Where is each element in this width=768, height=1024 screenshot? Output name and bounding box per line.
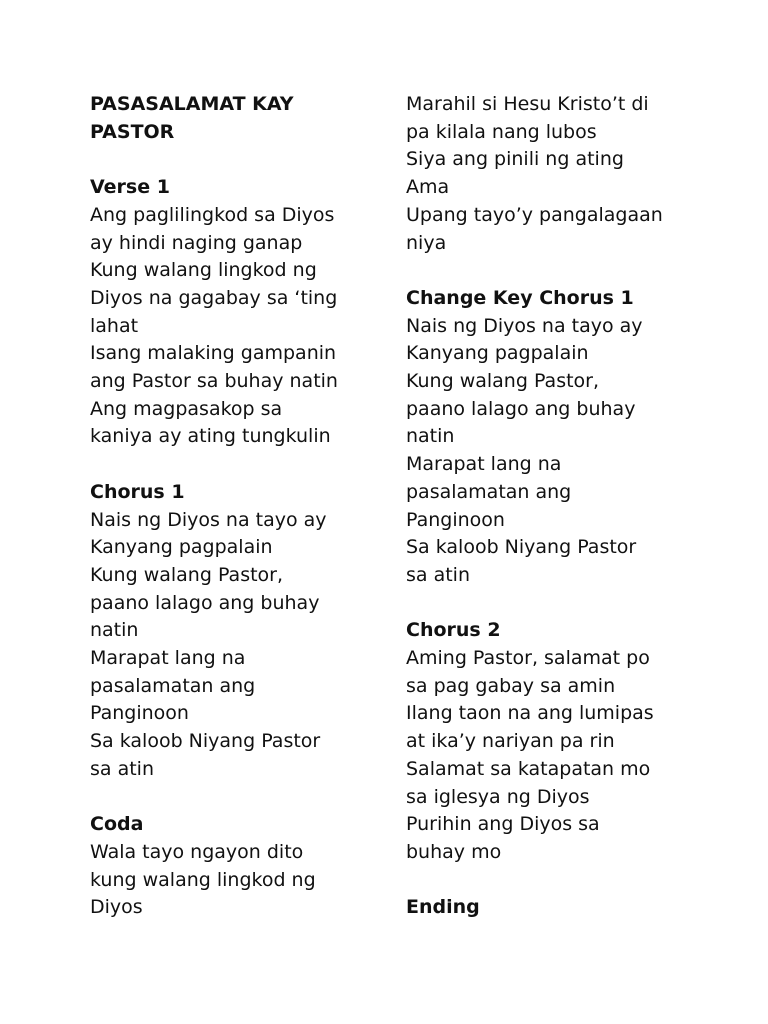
lyric-line: Diyos — [90, 896, 143, 919]
song-title-line-2: PASTOR — [90, 120, 175, 143]
section-heading: Change Key Chorus 1 — [406, 286, 634, 309]
section-heading: Coda — [90, 813, 144, 836]
lyric-line: Kung walang Pastor, — [406, 370, 600, 393]
lyric-line: buhay mo — [406, 840, 502, 863]
lyric-line: Kanyang pagpalain — [90, 536, 273, 559]
stanza-spacer — [406, 257, 706, 285]
section-heading: Chorus 1 — [90, 480, 185, 503]
lyric-line: Marapat lang na — [406, 453, 562, 476]
lyric-line: Kung walang lingkod ng — [90, 259, 317, 282]
lyric-line: at ika’y nariyan pa rin — [406, 730, 615, 753]
lyric-line: niya — [406, 231, 447, 254]
lyric-line: Ang magpasakop sa — [90, 397, 283, 420]
lyric-line: sa pag gabay sa amin — [406, 674, 616, 697]
lyric-line: Nais ng Diyos na tayo ay — [406, 314, 643, 337]
stanza-spacer — [90, 451, 380, 479]
left-column — [90, 91, 380, 922]
lyric-line: Kung walang Pastor, — [90, 563, 284, 586]
lyric-line: pasalamatan ang — [406, 480, 572, 503]
lyric-line: Sa kaloob Niyang Pastor — [90, 730, 321, 753]
lyric-line: Purihin ang Diyos sa — [406, 813, 600, 836]
lyric-line: pasalamatan ang — [90, 674, 256, 697]
lyric-line: Sa kaloob Niyang Pastor — [406, 536, 637, 559]
lyric-line: Panginoon — [406, 508, 505, 531]
section-heading: Chorus 2 — [406, 619, 501, 642]
lyric-line: paano lalago ang buhay — [406, 397, 636, 420]
section-heading: Verse 1 — [90, 176, 170, 199]
lyric-line: Marapat lang na — [90, 647, 246, 670]
lyric-line: Ang paglilingkod sa Diyos — [90, 203, 335, 226]
lyric-line: ay hindi naging ganap — [90, 231, 303, 254]
stanza-spacer — [406, 590, 706, 618]
lyric-line: Panginoon — [90, 702, 189, 725]
lyric-line: Diyos na gagabay sa ‘ting — [90, 286, 338, 309]
stanza-spacer — [90, 146, 380, 174]
lyric-line: Marahil si Hesu Kristo’t di — [406, 93, 649, 115]
lyric-line: Ama — [406, 176, 450, 199]
lyric-line: sa atin — [406, 563, 470, 586]
lyric-line: pa kilala nang lubos — [406, 120, 597, 143]
lyric-line: Ilang taon na ang lumipas — [406, 702, 654, 725]
lyric-line: Isang malaking gampanin — [90, 342, 337, 365]
lyric-line: Kanyang pagpalain — [406, 342, 589, 365]
lyric-line: natin — [406, 425, 455, 448]
lyric-line: Salamat sa katapatan mo — [406, 757, 651, 780]
song-title-line-1: PASASALAMAT KAY — [90, 93, 294, 115]
lyric-line: paano lalago ang buhay — [90, 591, 320, 614]
lyric-line: sa atin — [90, 757, 154, 780]
lyric-line: lahat — [90, 314, 139, 337]
lyric-line: sa iglesya ng Diyos — [406, 785, 590, 808]
lyric-line: Nais ng Diyos na tayo ay — [90, 508, 327, 531]
lyric-line: kung walang lingkod ng — [90, 868, 316, 891]
lyric-line: Wala tayo ngayon dito — [90, 840, 304, 863]
lyric-line: ang Pastor sa buhay natin — [90, 370, 338, 393]
right-column — [406, 91, 706, 922]
section-heading: Ending — [406, 896, 480, 919]
lyric-line: kaniya ay ating tungkulin — [90, 425, 331, 448]
stanza-spacer — [406, 867, 706, 895]
lyric-line: Upang tayo’y pangalagaan — [406, 203, 663, 226]
stanza-spacer — [90, 784, 380, 812]
lyric-line: Siya ang pinili ng ating — [406, 148, 624, 171]
lyric-line: Aming Pastor, salamat po — [406, 647, 650, 670]
lyric-line: natin — [90, 619, 139, 642]
